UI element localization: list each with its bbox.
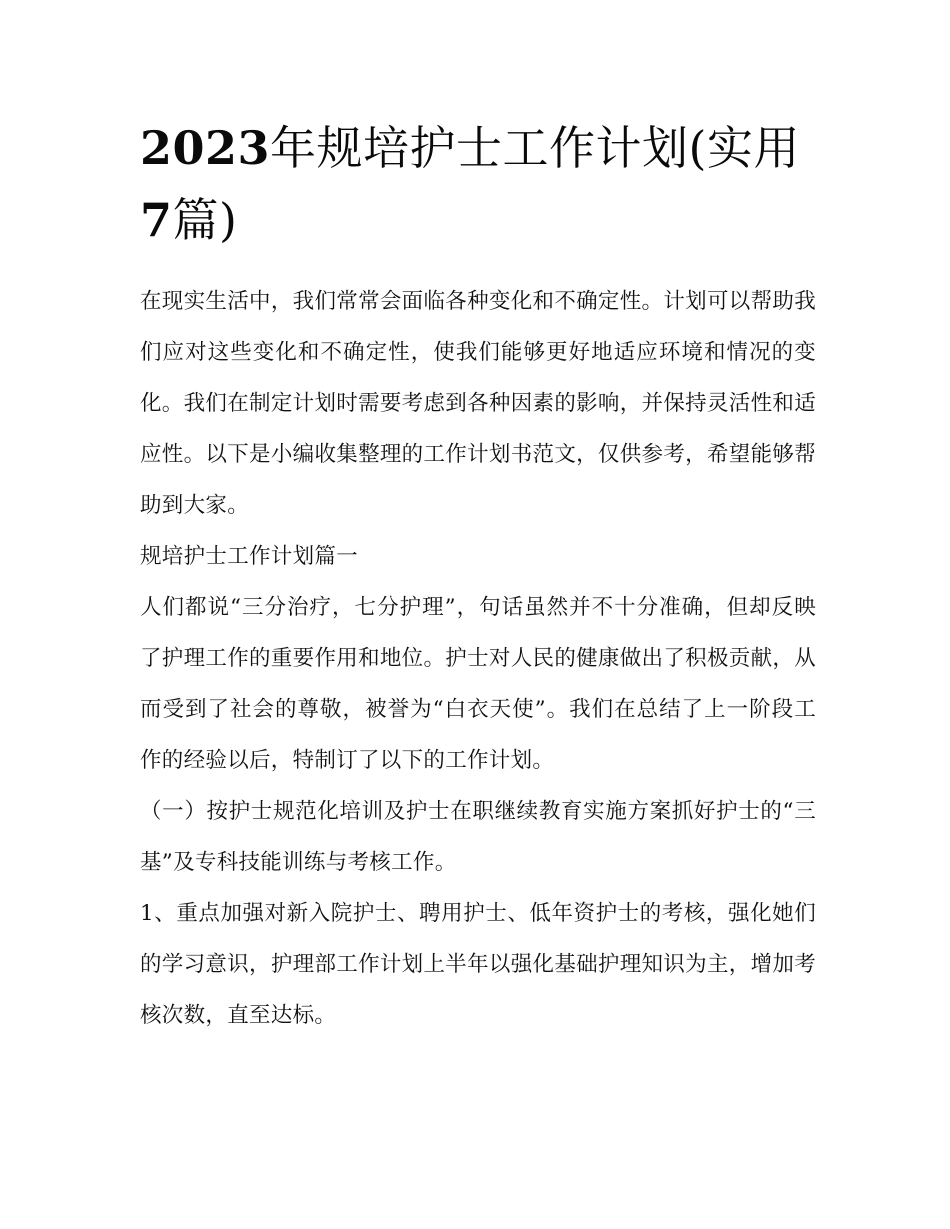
title-year: 2023 (140, 121, 271, 175)
title-suffix: 篇) (172, 193, 238, 247)
document-body (140, 276, 816, 1041)
title-count: 7 (140, 193, 173, 247)
list-item-paragraph: 1、重点加强对新入院护士、聘用护士、低年资护士的考核，强化她们的学习意识，护理部工作计划上半年以强化基础护理知识为主，增加考核次数，直至达标。 (140, 901, 816, 1028)
body-paragraph: 人们都说“三分治疗，七分护理”，句话虽然并不十分准确，但却反映了护理工作的重要作用和地位。护士对人民的健康做出了积极贡献，从而受到了社会的尊敬，被誉为“白衣天使”。我们在总结了上一阶段工作的经验以后，特制订了以下的工作计划。 (140, 595, 816, 773)
document-title (140, 112, 816, 256)
intro-paragraph: 在现实生活中，我们常常会面临各种变化和不确定性。计划可以帮助我们应对这些变化和不确定性，使我们能够更好地适应环境和情况的变化。我们在制定计划时需要考虑到各种因素的影响，并保持灵活性和适应性。以下是小编收集整理的工作计划书范文，仅供参考，希望能够帮助到大家。 (140, 289, 816, 518)
title-text: 年规培护士工作计划(实用 (270, 121, 800, 175)
subsection-paragraph: （一）按护士规范化培训及护士在职继续教育实施方案抓好护士的“三基”及专科技能训练与考核工作。 (140, 799, 816, 875)
document-content (140, 112, 816, 1041)
section-heading: 规培护士工作计划篇一 (140, 544, 359, 569)
